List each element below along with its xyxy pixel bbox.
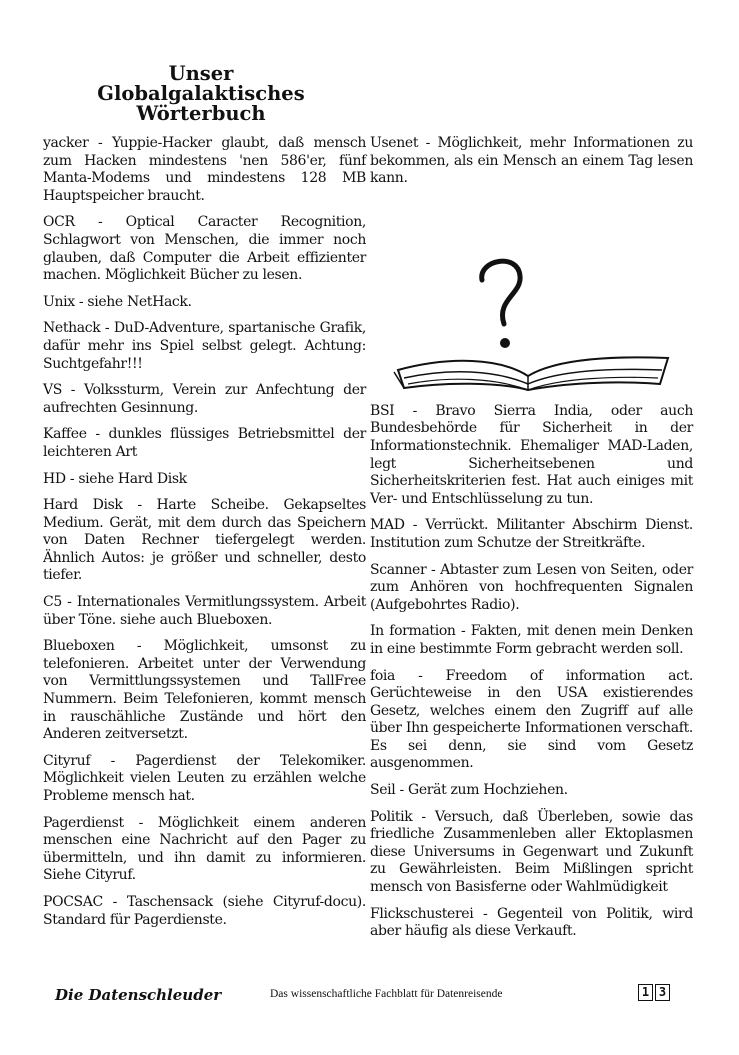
masthead-logo: Die Datenschleuder	[55, 986, 222, 1004]
page-number-digit: 3	[655, 984, 670, 1001]
dictionary-entry: foia - Freedom of information act. Gerüchteweise in den USA existierendes Gesetz, welches einem den Zugriff auf alle über Ihn gespeicherte Informationen verschaft. Es sei denn, sie sind vom Gesetz ausgenommen.	[370, 667, 693, 772]
dictionary-entry: Politik - Versuch, daß Überleben, sowie das friedliche Zusammenleben aller Ektoplasmen diese Universums in Gegenwart und Zukunft zu Gewährleisten. Beim Mißlingen spricht mensch von Basisferne oder Wahlmüdigkeit	[370, 808, 693, 896]
dictionary-entry: OCR - Optical Caracter Recognition, Schlagwort von Menschen, die immer noch glauben, daß Computer die Arbeit effizienter machen. Möglichkeit Bücher zu lesen.	[43, 214, 366, 284]
page-title	[56, 64, 346, 124]
dictionary-entry: yacker - Yuppie-Hacker glaubt, daß mensch zum Hacken mindestens 'nen 586'er, fünf Manta-Modems und mindestens 128 MB Hauptspeicher braucht.	[43, 135, 366, 204]
left-column	[43, 135, 366, 938]
illustration	[370, 188, 693, 403]
page-number-digit: 1	[638, 984, 653, 1001]
dictionary-entry: MAD - Verrückt. Militanter Abschirm Dienst. Institution zum Schutze der Streitkräfte.	[370, 517, 693, 551]
title-line-2: Globalgalaktisches	[97, 82, 305, 105]
title-line-3: Wörterbuch	[136, 102, 266, 125]
dictionary-entry: Nethack - DuD-Adventure, spartanische Grafik, dafür mehr ins Spiel selbst gelegt. Achtung: Suchtgefahr!!!	[43, 320, 366, 372]
footer-tagline: Das wissenschaftliche Fachblatt für Datenreisende	[270, 988, 503, 1000]
dictionary-entry: Scanner - Abtaster zum Lesen von Seiten, oder zum Anhören von hochfrequenten Signalen (Aufgebohrtes Radio).	[370, 561, 693, 613]
dictionary-entry: Hard Disk - Harte Scheibe. Gekapseltes Medium. Gerät, mit dem durch das Speichern von Daten Rechner tiefergelegt werden. Ähnlich Autos: je größer und schneller, desto tiefer.	[43, 497, 366, 584]
dictionary-entry: POCSAC - Taschensack (siehe Cityruf-docu). Standard für Pagerdienste.	[43, 893, 366, 928]
page-number	[638, 984, 670, 1001]
dictionary-entry: Blueboxen - Möglichkeit, umsonst zu telefonieren. Arbeitet unter der Verwendung von Vermittlungssystemen und TallFree Nummern. Beim Telefonieren, kommt mensch in rauschähliche Zustände und hört den Anderen zeitversetzt.	[43, 638, 366, 743]
question-mark-book-icon	[390, 208, 670, 393]
page-footer	[55, 984, 670, 1010]
dictionary-entry: Cityruf - Pagerdienst der Telekomiker. Möglichkeit vielen Leuten zu erzählen welche Probleme mensch hat.	[43, 752, 366, 804]
dictionary-entry: Seil - Gerät zum Hochziehen.	[370, 782, 568, 799]
dictionary-entry: BSI - Bravo Sierra India, oder auch Bundesbehörde für Sicherheit in der Informationstechnik. Ehemaliger MAD-Laden, legt Sicherheitsebenen und Sicherheitskriterien fest. Hat auch einiges mit Ver- und Entschlüsselung zu tun.	[370, 402, 693, 507]
dictionary-entry: In formation - Fakten, mit denen mein Denken in eine bestimmte Form gebracht werden soll.	[370, 623, 693, 657]
dictionary-entry: Usenet - Möglichkeit, mehr Informationen zu bekommen, als ein Mensch an einem Tag lesen kann.	[370, 135, 693, 187]
title-line-1: Unser	[168, 62, 234, 85]
right-column	[370, 135, 693, 950]
dictionary-entry: VS - Volkssturm, Verein zur Anfechtung der aufrechten Gesinnung.	[43, 382, 366, 416]
dictionary-entry: Flickschusterei - Gegenteil von Politik, wird aber häufig als diese Verkauft.	[370, 905, 693, 940]
dictionary-entry: HD - siehe Hard Disk	[43, 470, 187, 487]
dictionary-entry: Unix - siehe NetHack.	[43, 293, 192, 310]
dictionary-entry: C5 - Internationales Vermitlungssystem. Arbeit über Töne. siehe auch Blueboxen.	[43, 594, 366, 628]
dictionary-entry: Pagerdienst - Möglichkeit einem anderen menschen eine Nachricht auf den Pager zu übermitteln, und ihn damit zu informieren. Siehe Cityruf.	[43, 814, 366, 884]
dictionary-entry: Kaffee - dunkles flüssiges Betriebsmittel der leichteren Art	[43, 426, 366, 460]
